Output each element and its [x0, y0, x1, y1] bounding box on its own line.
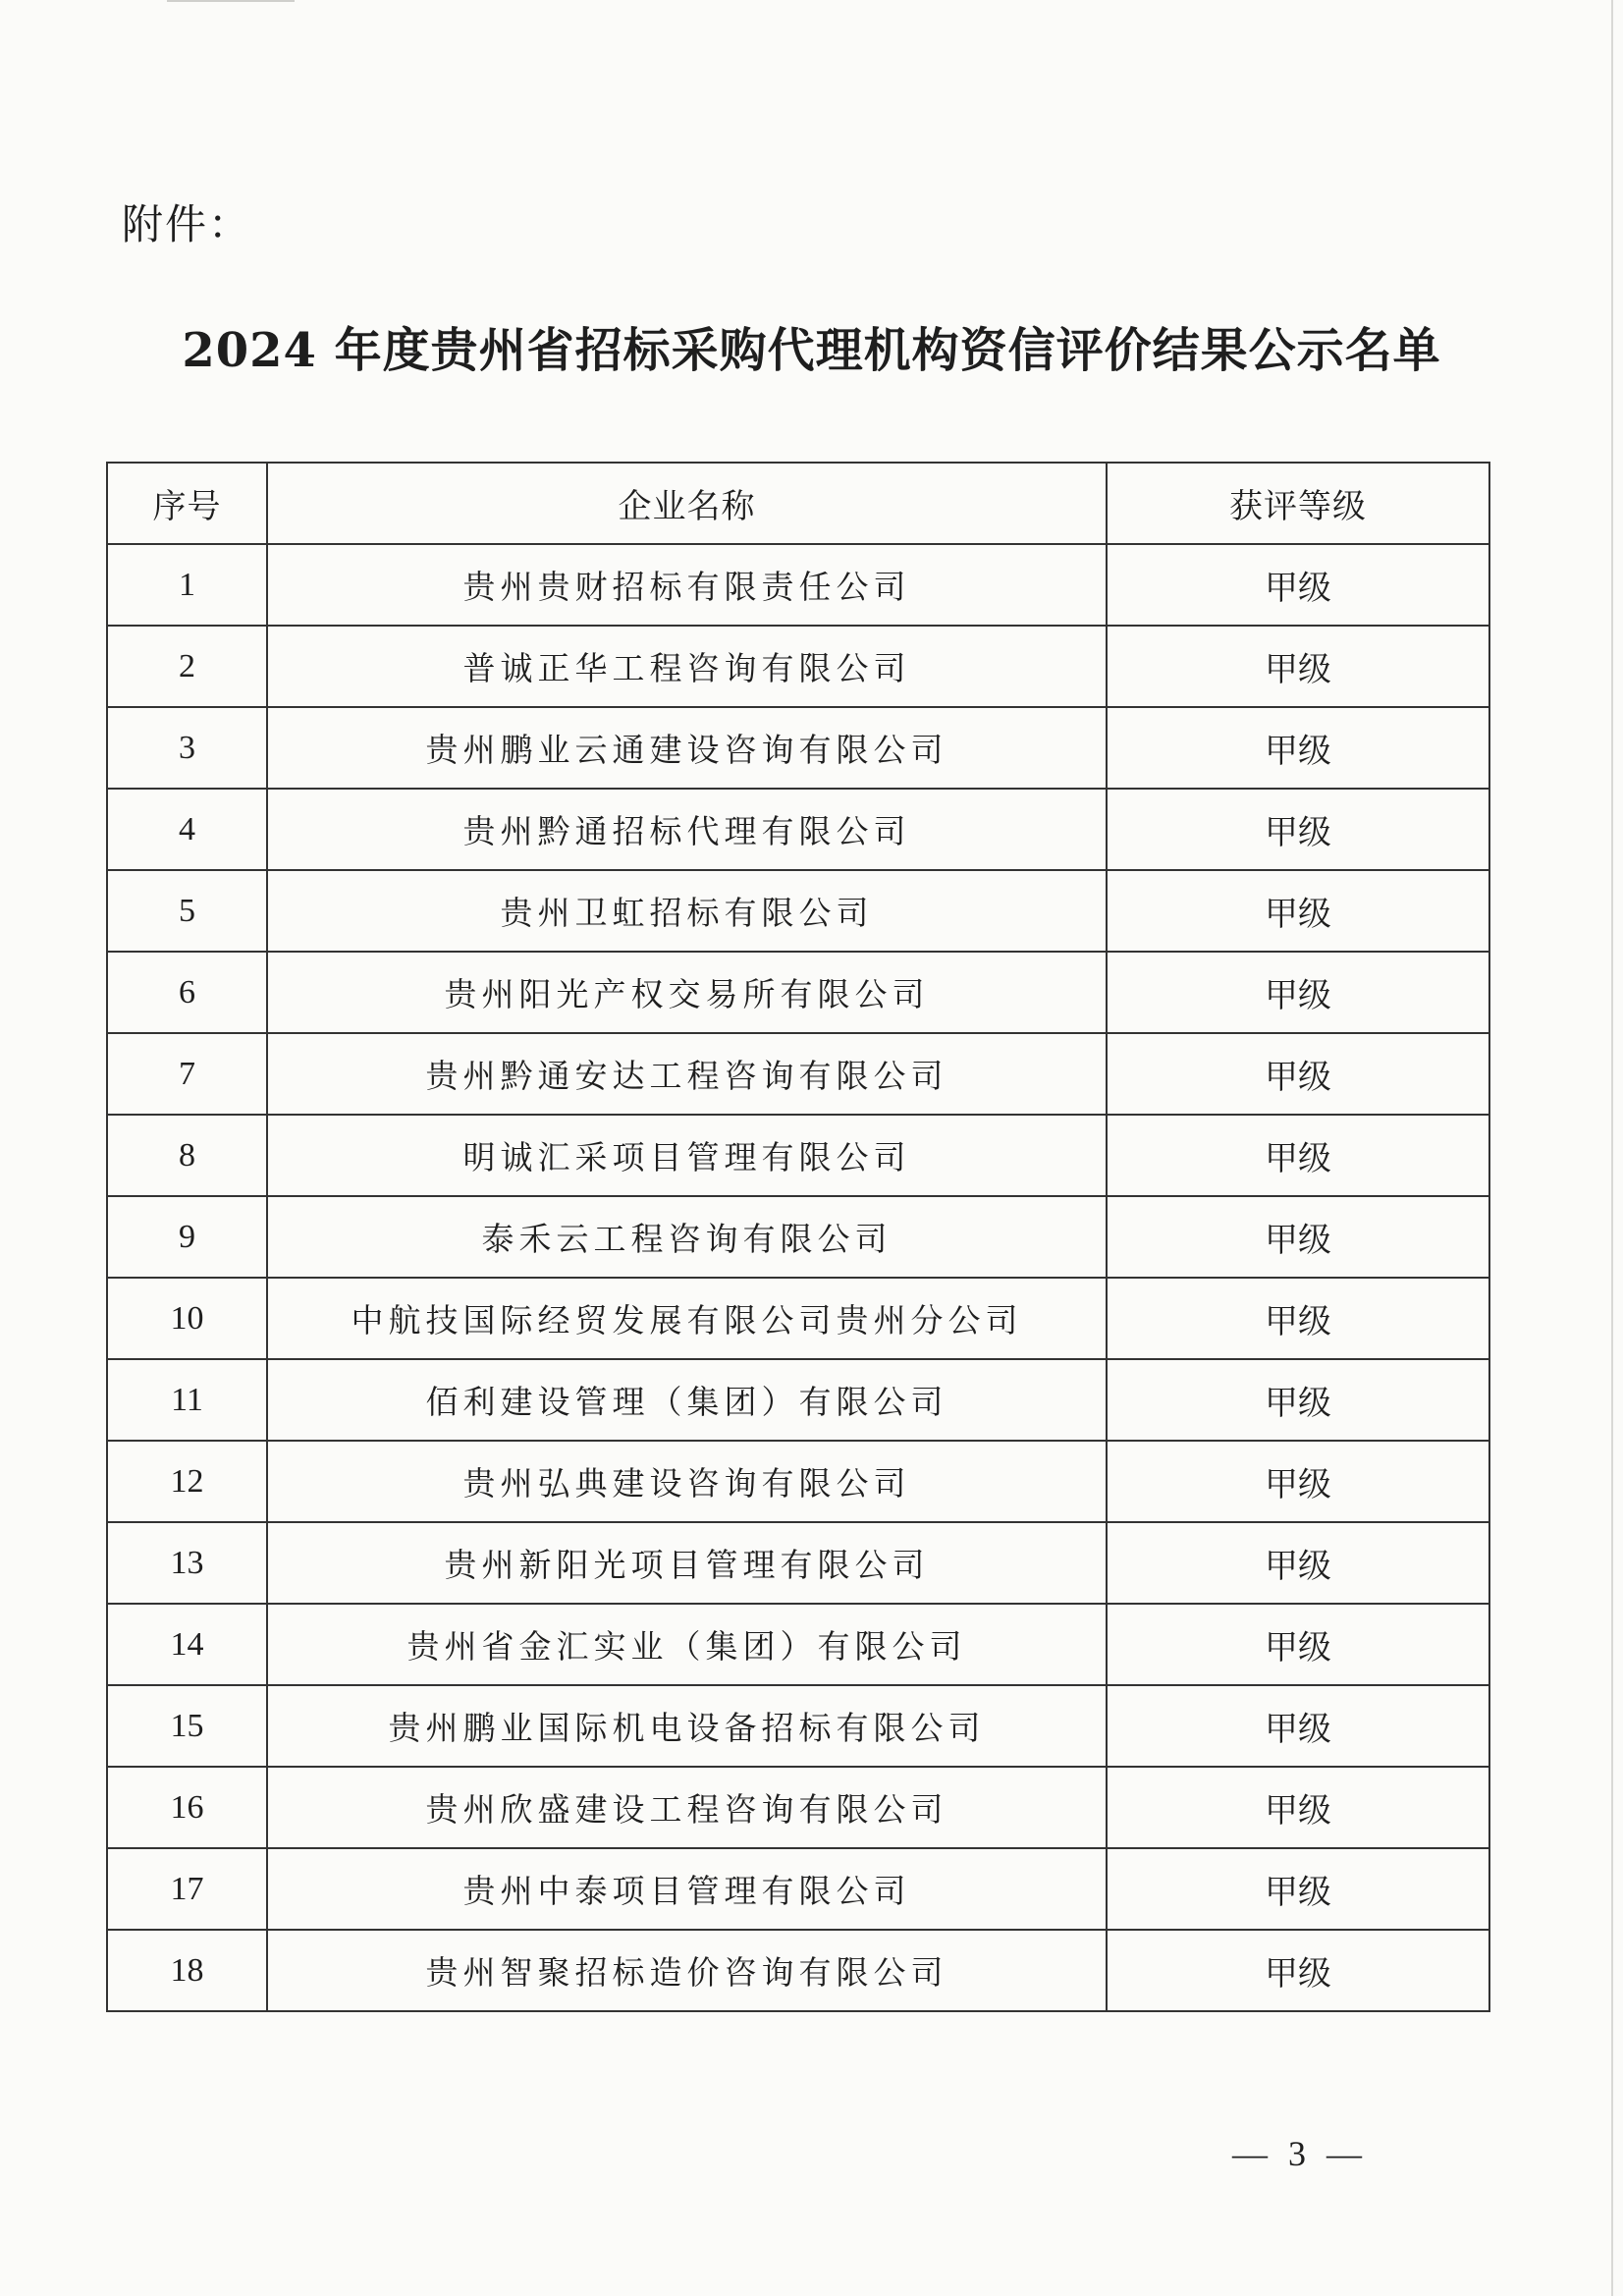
row-grade: 甲级 — [1107, 870, 1489, 952]
table-row — [107, 707, 1489, 789]
row-index: 17 — [107, 1848, 267, 1930]
row-company-name: 佰利建设管理（集团）有限公司 — [267, 1359, 1107, 1441]
row-index: 12 — [107, 1441, 267, 1522]
row-index: 16 — [107, 1767, 267, 1848]
row-grade: 甲级 — [1107, 952, 1489, 1033]
table-row — [107, 1685, 1489, 1767]
row-grade: 甲级 — [1107, 1522, 1489, 1604]
row-company-name: 贵州弘典建设咨询有限公司 — [267, 1441, 1107, 1522]
row-company-name: 贵州智聚招标造价咨询有限公司 — [267, 1930, 1107, 2011]
row-company-name: 贵州黔通招标代理有限公司 — [267, 789, 1107, 870]
scan-artifact-top — [167, 0, 295, 2]
table-row — [107, 1604, 1489, 1685]
row-index: 5 — [107, 870, 267, 952]
row-grade: 甲级 — [1107, 1930, 1489, 2011]
row-grade: 甲级 — [1107, 789, 1489, 870]
table-row — [107, 1522, 1489, 1604]
row-index: 4 — [107, 789, 267, 870]
row-company-name: 贵州贵财招标有限责任公司 — [267, 544, 1107, 626]
row-grade: 甲级 — [1107, 1441, 1489, 1522]
row-grade: 甲级 — [1107, 1604, 1489, 1685]
row-index: 2 — [107, 626, 267, 707]
table-row — [107, 1848, 1489, 1930]
table-header-row — [107, 463, 1489, 544]
row-grade: 甲级 — [1107, 1685, 1489, 1767]
table-row — [107, 789, 1489, 870]
table-row — [107, 544, 1489, 626]
row-grade: 甲级 — [1107, 544, 1489, 626]
row-grade: 甲级 — [1107, 1115, 1489, 1196]
table-row — [107, 1033, 1489, 1115]
row-company-name: 贵州中泰项目管理有限公司 — [267, 1848, 1107, 1930]
header-grade: 获评等级 — [1107, 463, 1489, 544]
row-company-name: 贵州鹏业云通建设咨询有限公司 — [267, 707, 1107, 789]
table-row — [107, 870, 1489, 952]
row-index: 1 — [107, 544, 267, 626]
row-company-name: 贵州阳光产权交易所有限公司 — [267, 952, 1107, 1033]
table-row — [107, 1115, 1489, 1196]
row-grade: 甲级 — [1107, 1848, 1489, 1930]
row-index: 14 — [107, 1604, 267, 1685]
row-index: 15 — [107, 1685, 267, 1767]
row-index: 3 — [107, 707, 267, 789]
header-index: 序号 — [107, 463, 267, 544]
row-grade: 甲级 — [1107, 626, 1489, 707]
table-row — [107, 1930, 1489, 2011]
table-row — [107, 952, 1489, 1033]
row-index: 9 — [107, 1196, 267, 1278]
document-title: 2024 年度贵州省招标采购代理机构资信评价结果公示名单 — [182, 323, 1441, 378]
row-company-name: 贵州卫虹招标有限公司 — [267, 870, 1107, 952]
row-company-name: 泰禾云工程咨询有限公司 — [267, 1196, 1107, 1278]
row-index: 6 — [107, 952, 267, 1033]
row-grade: 甲级 — [1107, 1359, 1489, 1441]
row-index: 8 — [107, 1115, 267, 1196]
table-row — [107, 1359, 1489, 1441]
row-company-name: 贵州新阳光项目管理有限公司 — [267, 1522, 1107, 1604]
row-grade: 甲级 — [1107, 707, 1489, 789]
result-table — [106, 462, 1490, 2012]
header-company-name: 企业名称 — [267, 463, 1107, 544]
row-company-name: 普诚正华工程咨询有限公司 — [267, 626, 1107, 707]
row-grade: 甲级 — [1107, 1196, 1489, 1278]
table-row — [107, 1196, 1489, 1278]
row-company-name: 明诚汇采项目管理有限公司 — [267, 1115, 1107, 1196]
row-grade: 甲级 — [1107, 1033, 1489, 1115]
row-index: 7 — [107, 1033, 267, 1115]
row-company-name: 中航技国际经贸发展有限公司贵州分公司 — [267, 1278, 1107, 1359]
attachment-label: 附件： — [122, 200, 252, 248]
row-index: 13 — [107, 1522, 267, 1604]
row-index: 10 — [107, 1278, 267, 1359]
row-company-name: 贵州黔通安达工程咨询有限公司 — [267, 1033, 1107, 1115]
row-company-name: 贵州欣盛建设工程咨询有限公司 — [267, 1767, 1107, 1848]
row-company-name: 贵州省金汇实业（集团）有限公司 — [267, 1604, 1107, 1685]
table-row — [107, 1767, 1489, 1848]
page-number: — 3 — — [1232, 2134, 1368, 2173]
row-grade: 甲级 — [1107, 1278, 1489, 1359]
table-row — [107, 1441, 1489, 1522]
table-row — [107, 1278, 1489, 1359]
row-company-name: 贵州鹏业国际机电设备招标有限公司 — [267, 1685, 1107, 1767]
row-grade: 甲级 — [1107, 1767, 1489, 1848]
row-index: 18 — [107, 1930, 267, 2011]
table-row — [107, 626, 1489, 707]
row-index: 11 — [107, 1359, 267, 1441]
